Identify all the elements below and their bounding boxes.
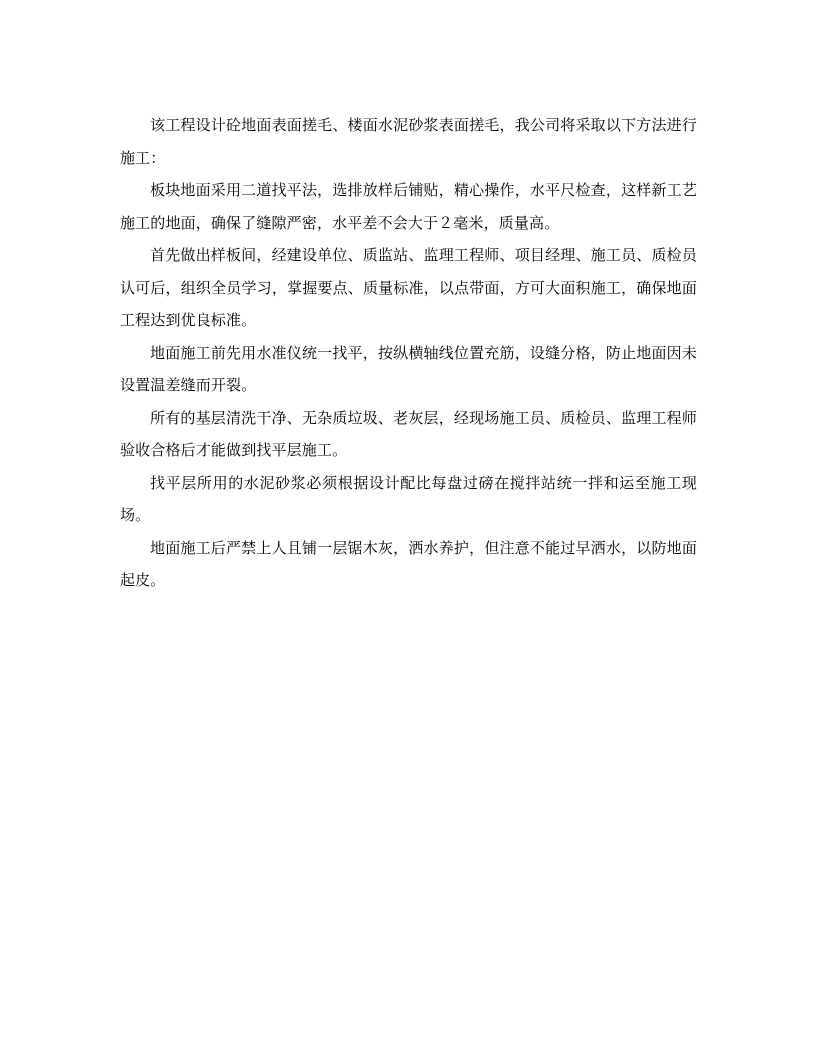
paragraph-sample-room: 首先做出样板间，经建设单位、质监站、监理工程师、项目经理、施工员、质检员认可后，组织全员学习，掌握要点、质量标准，以点带面，方可大面积施工，确保地面工程达到优良标准。 [120,246,697,329]
paragraph-curing: 地面施工后严禁上人且铺一层锯木灰，洒水养护，但注意不能过早洒水，以防地面起皮。 [120,538,697,589]
paragraph-mortar-mixing: 找平层所用的水泥砂浆必须根据设计配比每盘过磅在搅拌站统一拌和运至施工现场。 [120,473,697,524]
paragraph-level-instrument: 地面施工前先用水准仪统一找平，按纵横轴线位置充筋，设缝分格，防止地面因未设置温差缝而开裂。 [120,343,697,394]
document-body [120,109,697,597]
paragraph-surface-roughening: 该工程设计砼地面表面搓毛、楼面水泥砂浆表面搓毛，我公司将采取以下方法进行施工： [120,116,697,167]
paragraph-base-cleaning: 所有的基层清洗干净、无杂质垃圾、老灰层，经现场施工员、质检员、监理工程师验收合格后才能做到找平层施工。 [120,408,697,459]
paragraph-tile-leveling: 板块地面采用二道找平法，选排放样后铺贴，精心操作，水平尺检查，这样新工艺施工的地面，确保了缝隙严密，水平差不会大于２毫米，质量高。 [120,181,697,232]
